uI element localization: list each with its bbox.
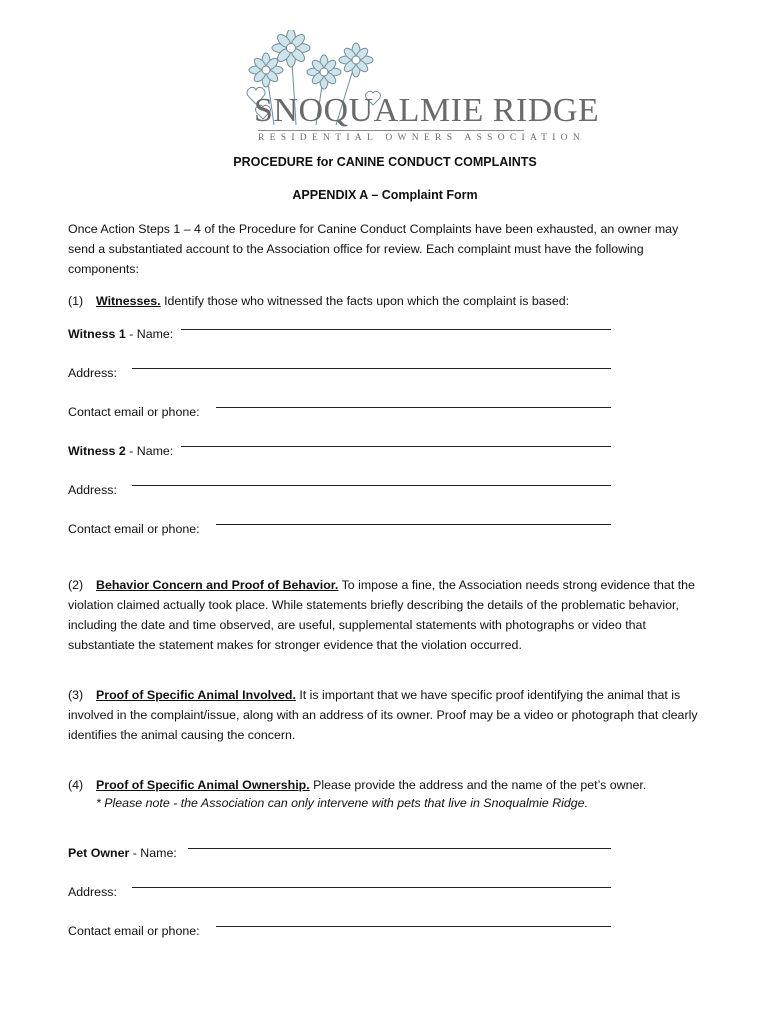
pet-owner-address-field[interactable] [132, 887, 611, 888]
pet-owner-address-label: Address: [68, 885, 117, 899]
document-title: PROCEDURE for CANINE CONDUCT COMPLAINTS [233, 155, 537, 169]
intro-paragraph: Once Action Steps 1 – 4 of the Procedure for Canine Conduct Complaints have been exhausted, an owner may send a substantiated account to the Association office for review. Each complaint must have the following components: [68, 222, 679, 276]
section-animal-involved [68, 685, 708, 745]
section-text: It is important that we have specific proof identifying the animal that is involved in the complaint/issue, along with an address of its owner. Proof may be a video or photograph that clearly identifies the animal causing the concern. [68, 688, 698, 742]
document-subtitle: APPENDIX A – Complaint Form [292, 188, 478, 202]
section-heading: Witnesses. [96, 294, 161, 308]
witness1-name-label: Witness 1 - Name: [68, 327, 174, 341]
pet-owner-name-label: Pet Owner - Name: [68, 846, 177, 860]
section-behavior [68, 575, 708, 655]
section-heading: Proof of Specific Animal Involved. [96, 688, 296, 702]
witness1-address-label: Address: [68, 366, 117, 380]
section-witnesses [68, 291, 708, 311]
witness2-name-label: Witness 2 - Name: [68, 444, 174, 458]
logo-name: SNOQUALMIE RIDGE [254, 92, 600, 129]
section-text: To impose a fine, the Association needs strong evidence that the violation claimed actually took place. While statements briefly describing the details of the problematic behavior, including the date and time observed, are useful, supplemental statements with photographs or video that substantiate the statement makes for stronger evidence that the violation occurred. [68, 578, 695, 652]
pet-owner-name-field[interactable] [188, 848, 611, 849]
residency-note: * Please note - the Association can only intervene with pets that live in Snoqualmie Ridge. [96, 796, 589, 810]
section-heading: Behavior Concern and Proof of Behavior. [96, 578, 339, 592]
witness2-address-field[interactable] [132, 485, 611, 486]
section-text: Identify those who witnessed the facts upon which the complaint is based: [160, 294, 570, 308]
witness1-address-field[interactable] [132, 368, 611, 369]
section-heading: Proof of Specific Animal Ownership. [96, 778, 310, 792]
section-number: (4) [68, 778, 84, 792]
pet-owner-contact-label: Contact email or phone: [68, 924, 200, 938]
witness2-contact-field[interactable] [216, 524, 611, 525]
section-number: (1) [68, 294, 84, 308]
section-text: Please provide the address and the name of the pet’s owner. [309, 778, 647, 792]
section-animal-ownership [68, 775, 708, 795]
section-number: (3) [68, 688, 84, 702]
section-number: (2) [68, 578, 84, 592]
witness2-address-label: Address: [68, 483, 117, 497]
logo-divider [258, 130, 524, 131]
witness2-contact-label: Contact email or phone: [68, 522, 200, 536]
witness1-contact-label: Contact email or phone: [68, 405, 200, 419]
witness2-name-field[interactable] [181, 446, 611, 447]
association-logo [236, 30, 600, 143]
witness1-contact-field[interactable] [216, 407, 611, 408]
witness1-name-field[interactable] [181, 329, 611, 330]
logo-subtitle: RESIDENTIAL OWNERS ASSOCIATION [258, 133, 586, 143]
pet-owner-contact-field[interactable] [216, 926, 611, 927]
